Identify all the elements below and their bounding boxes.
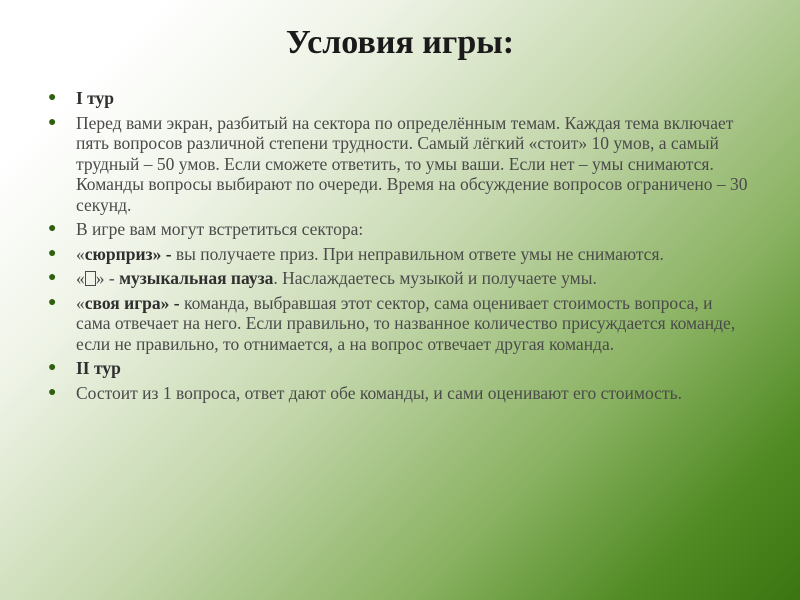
music-desc: . Наслаждаетесь музыкой и получаете умы.: [273, 268, 597, 288]
list-item-sectors-intro: [48, 219, 748, 240]
list-item-music: [48, 268, 748, 289]
music-close: » -: [95, 268, 120, 288]
surprise-close: » -: [152, 243, 172, 264]
sectors-intro-text: В игре вам могут встретиться сектора:: [76, 219, 364, 239]
surprise-name: сюрприз: [84, 243, 153, 264]
bullet-icon: ●: [48, 245, 57, 261]
list-item-own-game: [48, 293, 748, 355]
list-item-tour2-text: [48, 383, 748, 404]
list-item-rules: [48, 113, 748, 216]
rules-list: [48, 88, 748, 407]
rules-text: Перед вами экран, разбитый на сектора по определённым темам. Каждая тема включает пять вопросов различной степени трудности. Самый лёгкий «стоит» 10 умов, а самый трудный – 50 умов. Если сможете ответить, то умы ваши. Если нет – умы снимаются. Команды вопросы выбирают по очереди. Время на обсуждение вопросов ограничено – 30 секунд.: [76, 112, 748, 215]
tour2-text: Состоит из 1 вопроса, ответ дают обе команды, и сами оценивают его стоимость.: [76, 382, 682, 403]
music-name: музыкальная пауза: [119, 268, 274, 288]
surprise-open-quote: «: [76, 243, 85, 264]
music-note-icon: [85, 271, 96, 286]
bullet-icon: ●: [48, 384, 57, 400]
bullet-icon: ●: [48, 270, 57, 285]
list-item-tour2: [48, 358, 748, 379]
surprise-desc: вы получаете приз. При неправильном ответе умы не снимаются.: [171, 243, 664, 264]
own-game-open-quote: «: [76, 292, 85, 313]
list-item-surprise: [48, 244, 748, 265]
tour1-heading: I тур: [76, 88, 115, 108]
bullet-icon: ●: [48, 294, 57, 310]
bullet-icon: ●: [48, 221, 57, 236]
slide-title: Условия игры:: [285, 24, 515, 61]
music-open-quote: «: [76, 268, 85, 288]
bullet-icon: ●: [48, 114, 57, 130]
own-game-name: своя игра: [84, 292, 161, 313]
bullet-icon: ●: [48, 360, 57, 375]
tour2-heading: II тур: [76, 358, 121, 378]
bullet-icon: ●: [48, 90, 57, 105]
own-game-desc: команда, выбравшая этот сектор, сама оценивает стоимость вопроса, и сама отвечает на него. Если правильно, то названное количество присуждается команде, если не правильно, то отнимается, а на вопрос отвечает другая команда.: [76, 292, 736, 354]
list-item-tour1: [48, 88, 748, 109]
own-game-close: » -: [160, 292, 180, 313]
